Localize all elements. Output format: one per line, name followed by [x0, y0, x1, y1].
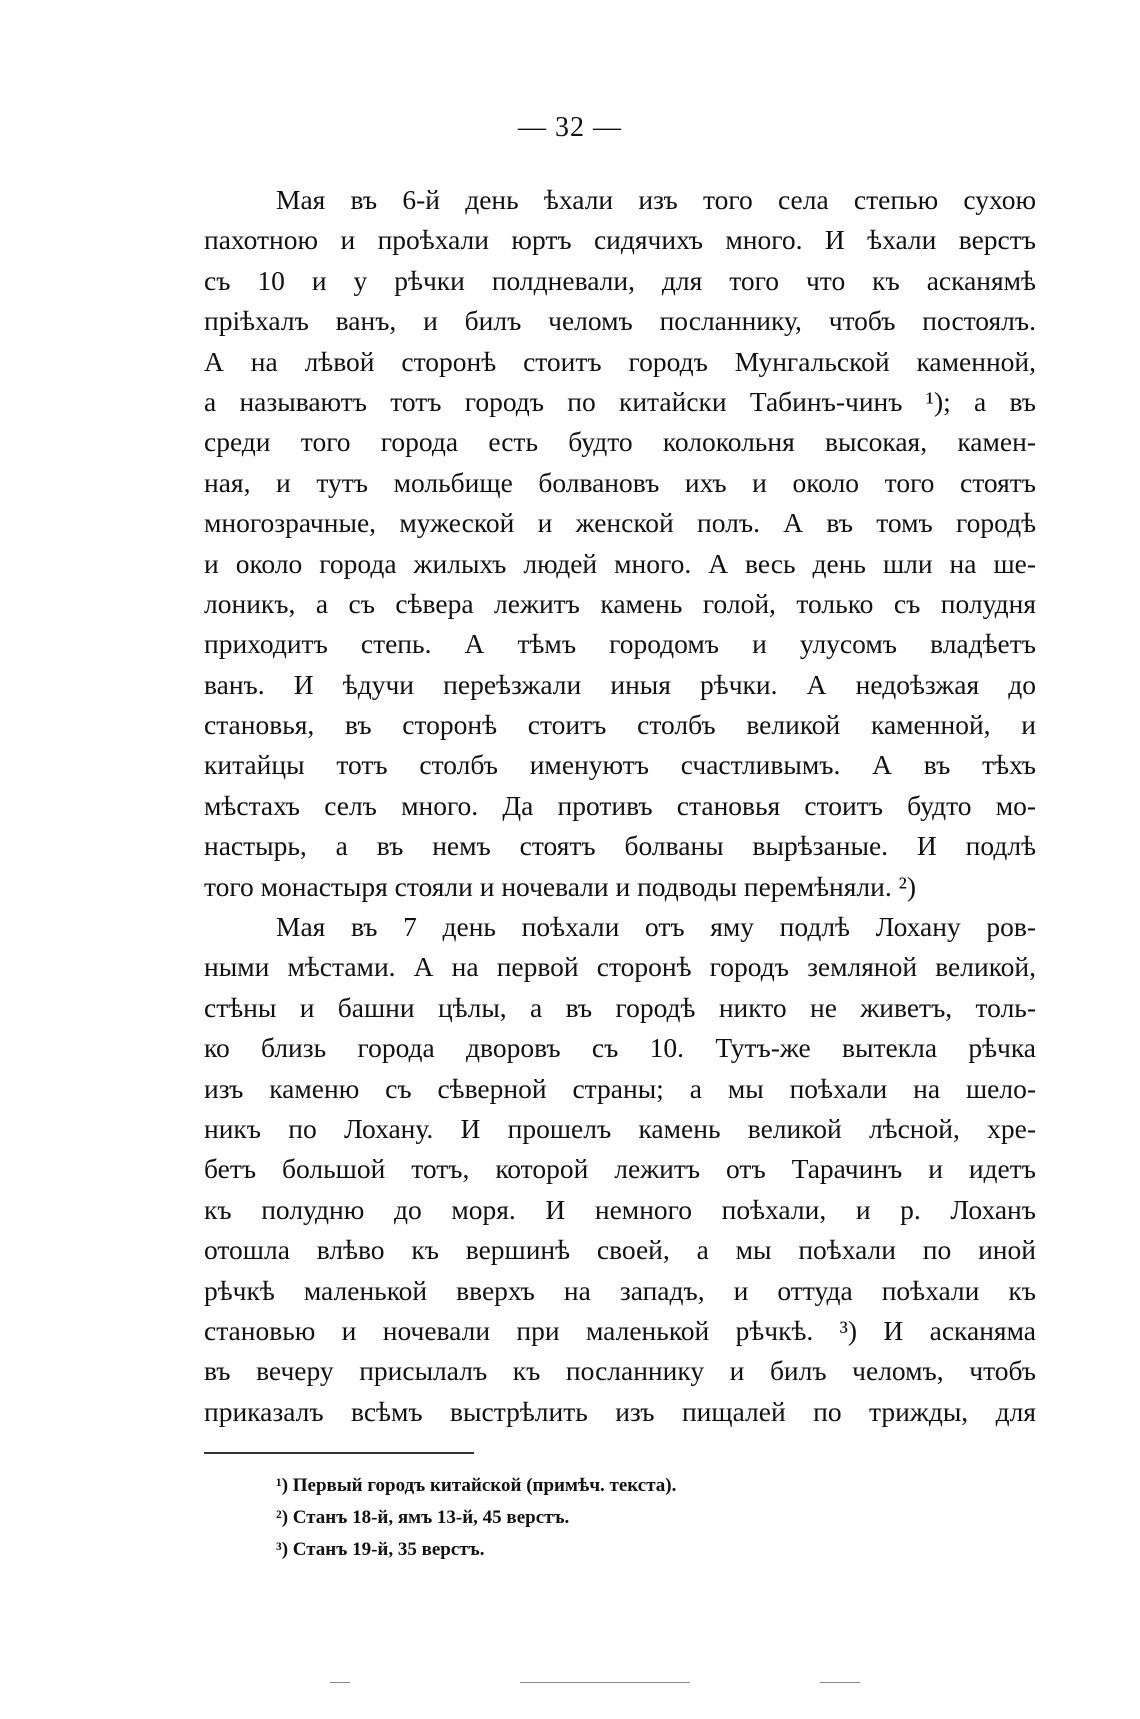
text-line: лоникъ, а съ сѣвера лежитъ камень голой, только съ полудня [204, 587, 1036, 619]
footnote-divider [204, 1452, 474, 1454]
text-line: китайцы тотъ столбъ именуютъ счастливымъ. А въ тѣхъ [204, 749, 1036, 781]
bottom-scan-mark [520, 1682, 690, 1683]
text-line: настырь, а въ немъ стоятъ болваны вырѣзаные. И подлѣ [204, 830, 1036, 862]
text-line: среди того города есть будто колокольня высокая, камен- [204, 426, 1036, 458]
text-line: ко близь города дворовъ съ 10. Тутъ-же вытекла рѣчка [204, 1032, 1036, 1064]
text-line: приходитъ степь. А тѣмъ городомъ и улусомъ владѣетъ [204, 628, 1036, 660]
text-line: къ полудню до моря. И немного поѣхали, и р. Лоханъ [204, 1193, 1036, 1225]
text-line: рѣчкѣ маленькой вверхъ на западъ, и оттуда поѣхали къ [204, 1274, 1036, 1306]
text-line: Мая въ 7 день поѣхали отъ яму подлѣ Лохану ров- [276, 911, 1036, 943]
text-line: того монастыря стояли и ночевали и подводы перемѣняли. ²) [204, 870, 917, 902]
text-line: ными мѣстами. А на первой сторонѣ городъ земляной великой, [204, 951, 1036, 983]
text-line: Мая въ 6-й день ѣхали изъ того села степью сухою [276, 184, 1036, 215]
page-number: — 32 — [518, 112, 622, 143]
bottom-scan-mark [820, 1682, 860, 1683]
paragraph-2 [204, 907, 1036, 1432]
text-line: ванъ. И ѣдучи переѣзжали иныя рѣчки. А недоѣзжая до [204, 668, 1036, 700]
text-line: многозрачные, мужеской и женской полъ. А въ томъ городѣ [204, 507, 1036, 539]
text-line: бетъ большой тотъ, которой лежитъ отъ Тарачинъ и идетъ [204, 1153, 1036, 1185]
text-line: а называютъ тотъ городъ по китайски Табинъ-чинъ ¹); а въ [204, 385, 1036, 417]
text-line: стѣны и башни цѣлы, а въ городѣ никто не живетъ, толь- [204, 991, 1036, 1023]
text-line: становью и ночевали при маленькой рѣчкѣ. ³) И асканяма [204, 1314, 1036, 1346]
text-line: и около города жилыхъ людей много. А весь день шли на ше- [204, 547, 1036, 579]
paragraph-1 [204, 180, 1036, 907]
text-line: въ вечеру присылалъ къ посланнику и билъ челомъ, чтобъ [204, 1355, 1036, 1387]
text-line: мѣстахъ селъ много. Да противъ становья стоитъ будто мо- [204, 789, 1036, 821]
main-text [204, 180, 1036, 1432]
footnote-1: ¹) Первый городъ китайской (примѣч. текста). [276, 1475, 677, 1496]
bottom-scan-mark [330, 1682, 350, 1683]
footnote-3: ³) Станъ 19-й, 35 верстъ. [276, 1539, 485, 1560]
text-line: съ 10 и у рѣчки полдневали, для того что къ асканямѣ [204, 264, 1036, 296]
text-line: ная, и тутъ мольбище болвановъ ихъ и около того стоятъ [204, 466, 1036, 498]
text-line: становья, въ сторонѣ стоитъ столбъ великой каменной, и [204, 709, 1036, 741]
text-line: пахотною и проѣхали юртъ сидячихъ много. И ѣхали верстъ [204, 224, 1036, 256]
footnote-2: ²) Станъ 18-й, ямъ 13-й, 45 верстъ. [276, 1507, 570, 1528]
text-line: никъ по Лохану. И прошелъ камень великой лѣсной, хре- [204, 1112, 1036, 1144]
footnotes [276, 1470, 976, 1566]
text-line: А на лѣвой сторонѣ стоитъ городъ Мунгальской каменной, [204, 345, 1036, 377]
text-line: прiѣхалъ ванъ, и билъ челомъ посланнику, чтобъ постоялъ. [204, 305, 1036, 337]
text-line: отошла влѣво къ вершинѣ своей, а мы поѣхали по иной [204, 1234, 1036, 1266]
text-line: изъ каменю съ сѣверной страны; а мы поѣхали на шело- [204, 1072, 1036, 1104]
text-line: приказалъ всѣмъ выстрѣлить изъ пищалей по трижды, для [204, 1395, 1036, 1427]
